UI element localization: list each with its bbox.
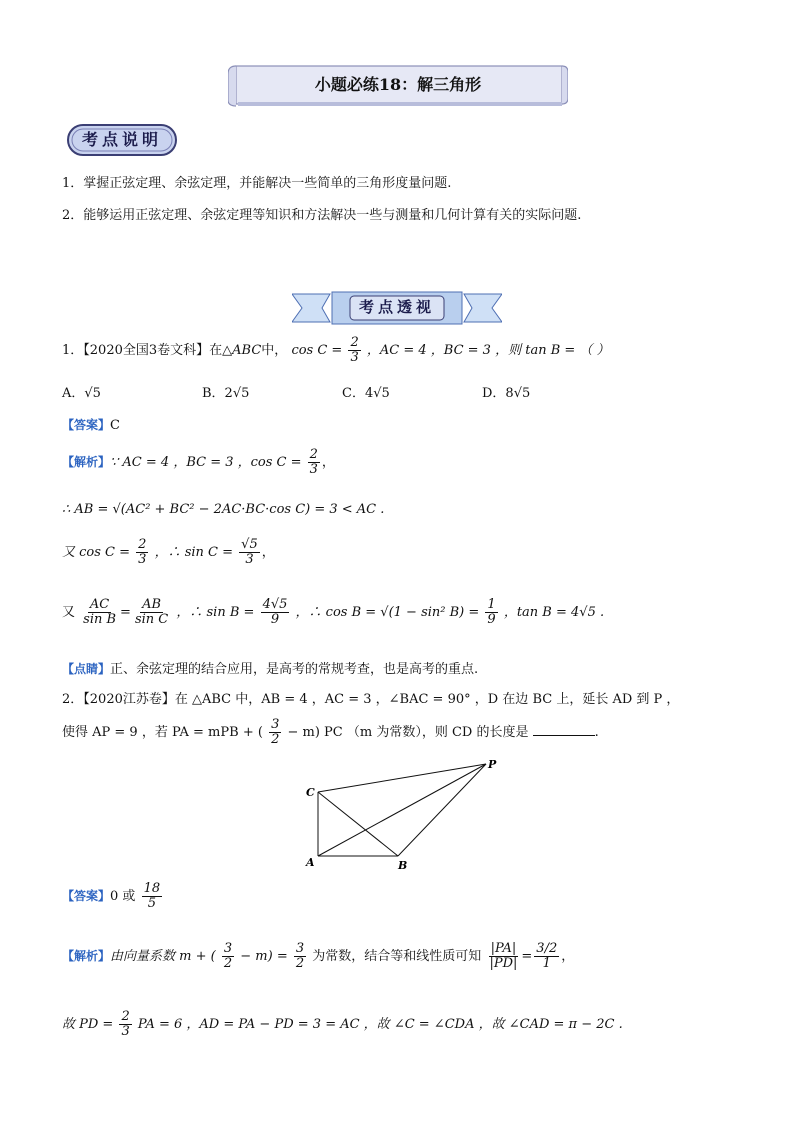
frac-num: 18 xyxy=(143,881,161,896)
q1-options xyxy=(62,382,762,402)
frac-ac-sinb xyxy=(81,598,118,627)
frac-num: 2 xyxy=(121,1009,130,1024)
frac-2-3 xyxy=(308,448,320,477)
a1-eq: = xyxy=(521,949,533,964)
frac-den: 5 xyxy=(147,896,156,911)
frac-num: 1 xyxy=(487,597,496,612)
q1-triangle: △ABC xyxy=(222,343,262,358)
q1-answer xyxy=(62,416,120,433)
frac-den: sin B xyxy=(83,612,117,627)
label-a: A xyxy=(306,856,315,869)
analysis-end: ， xyxy=(321,455,335,470)
q2-answer-blank[interactable] xyxy=(533,723,595,736)
q1-given: ，AC = 4 ，BC = 3 ，则 tan B = （ ） xyxy=(366,343,610,358)
answer-pre: 0 或 xyxy=(110,889,136,904)
a4-mid: ，∴ sin B = xyxy=(176,605,255,620)
q1-option-c[interactable]: C．4√5 xyxy=(342,386,390,401)
frac-den: 2 xyxy=(271,732,280,747)
frac-den: 2 xyxy=(223,956,233,971)
frac-num: √5 xyxy=(241,537,258,552)
q2-answer xyxy=(62,882,164,911)
q1-cosc: cos C = xyxy=(291,343,343,358)
q1-prefix: 1．【2020全国3卷文科】在 xyxy=(62,343,223,358)
frac-den: 3 xyxy=(121,1024,130,1039)
frac-ab-sinc xyxy=(133,598,170,627)
q1-zhong: 中， xyxy=(261,343,288,358)
q1-analysis-4: 又 $\frac{AC}{\text{sin B}}$ = $\frac{AB}{\text{sin C}}$ ，∴ sin B = $\frac{4√5}{9}$ ，∴ cos B = √(1 − sin² B) = $\frac{1}{9}$ ，tan B = 4√5 . xyxy=(62,597,605,627)
frac-3-2 xyxy=(269,718,281,747)
frac-num: 2 xyxy=(309,447,318,462)
a1-end: ， xyxy=(561,949,575,964)
a2-post: PA = 6 ，AD = PA − PD = 3 = AC ，故 ∠C = ∠CDA ，故 ∠CAD = π − 2C . xyxy=(137,1017,623,1032)
frac-18-5 xyxy=(142,882,163,911)
intro-item-2: 2．能够运用正弦定理、余弦定理等知识和方法解决一些与测量和几何计算有关的实际问题. xyxy=(62,208,582,223)
analysis-tag: 【解析】 xyxy=(62,455,111,469)
q1-frac-2-3 xyxy=(348,336,360,365)
frac-3-2 xyxy=(222,942,234,971)
analysis-text: ∵ AC = 4 ，BC = 3 ，cos C = xyxy=(110,455,302,470)
q2-stem-1: 2．【2020江苏卷】在 △ABC 中，AB = 4 ，AC = 3 ，∠BAC = 90° ，D 在边 BC 上，延长 AD 到 P ， xyxy=(62,692,680,707)
frac-den: 3 xyxy=(350,350,359,365)
answer-tag: 【答案】 xyxy=(62,418,111,432)
frac-den: |PD| xyxy=(489,956,518,971)
frac-den: 3 xyxy=(138,552,147,567)
toushi-ribbon xyxy=(292,290,502,326)
page-title: 小题必练18：解三角形 xyxy=(314,75,482,94)
frac-num: |PA| xyxy=(490,941,517,956)
a4-end: ，tan B = 4√5 . xyxy=(503,605,605,620)
frac-num: 3/2 xyxy=(536,941,558,956)
frac-1-9 xyxy=(485,598,497,627)
frac-num: 3 xyxy=(295,941,305,956)
frac-num: 3 xyxy=(271,717,280,732)
a3-mid: ，∴ sin C = xyxy=(154,545,234,560)
q1-analysis-3 xyxy=(62,538,275,567)
frac-num: 2 xyxy=(138,537,147,552)
q1-point xyxy=(62,658,478,677)
analysis-tag: 【解析】 xyxy=(62,949,111,963)
answer-value: C xyxy=(110,418,120,433)
frac-num: 3 xyxy=(223,941,233,956)
q1-option-a[interactable]: A．√5 xyxy=(62,386,101,401)
frac-den: 9 xyxy=(487,612,496,627)
triangle-figure xyxy=(300,756,510,872)
title-scroll xyxy=(228,62,568,108)
badge-label: 考点说明 xyxy=(81,130,162,149)
q2-post: − m) PC （m 为常数），则 CD 的长度是 xyxy=(287,725,529,740)
q1-stem xyxy=(62,336,610,365)
q1-analysis-2: ∴ AB = √(AC² + BC² − 2AC·BC·cos C) = 3 < AC . xyxy=(62,502,385,517)
frac-num: AB xyxy=(142,597,162,612)
kaodian-badge xyxy=(66,122,178,158)
a1-mid: − m) = xyxy=(240,949,288,964)
a3-pre: 又 cos C = xyxy=(62,545,131,560)
frac-3-2 xyxy=(294,942,306,971)
q2-pre: 使得 AP = 9 ，若 PA = mPB + ( xyxy=(62,725,263,740)
q2-stem-2 xyxy=(62,718,599,747)
label-p: P xyxy=(488,758,497,771)
q2-analysis-2 xyxy=(62,1010,623,1039)
frac-sqrt5-3 xyxy=(239,538,260,567)
a2-pre: 故 PD = xyxy=(62,1017,114,1032)
frac-den: sin C xyxy=(134,612,169,627)
q1-option-b[interactable]: B．2√5 xyxy=(202,386,250,401)
q2-end: . xyxy=(594,725,599,740)
a1-pre: 由向量系数 m + ( xyxy=(110,949,216,964)
frac-den: 3 xyxy=(245,552,254,567)
frac-2-3 xyxy=(119,1010,131,1039)
frac-num: 4√5 xyxy=(262,597,288,612)
point-text: 正、余弦定理的结合应用，是高考的常规考查，也是高考的重点. xyxy=(110,662,479,677)
frac-den: 9 xyxy=(270,612,280,627)
frac-den: 1 xyxy=(542,956,551,971)
a4-mid2: ，∴ cos B = √(1 − sin² B) = xyxy=(295,605,480,620)
a1-mid2: 为常数，结合等和线性质可知 xyxy=(312,949,482,964)
frac-pa-pd xyxy=(487,942,519,971)
a4-pre: 又 xyxy=(62,605,76,620)
q2-analysis-1 xyxy=(62,942,574,971)
q1-analysis-1 xyxy=(62,448,335,477)
answer-tag: 【答案】 xyxy=(62,889,111,903)
intro-item-1: 1．掌握正弦定理、余弦定理，并能解决一些简单的三角形度量问题. xyxy=(62,176,452,191)
a3-end: ， xyxy=(261,545,275,560)
label-c: C xyxy=(306,786,315,799)
point-tag: 【点睛】 xyxy=(62,662,111,676)
frac-4sqrt5-9 xyxy=(261,598,290,627)
frac-den: 3 xyxy=(309,462,318,477)
ribbon-label: 考点透视 xyxy=(358,298,435,316)
frac-2-3 xyxy=(136,538,148,567)
q1-option-d[interactable]: D．8√5 xyxy=(482,386,531,401)
label-b: B xyxy=(398,859,408,872)
frac-den: 2 xyxy=(295,956,305,971)
frac-num: 2 xyxy=(350,335,359,350)
frac-32-1 xyxy=(534,942,559,971)
frac-num: AC xyxy=(89,597,110,612)
